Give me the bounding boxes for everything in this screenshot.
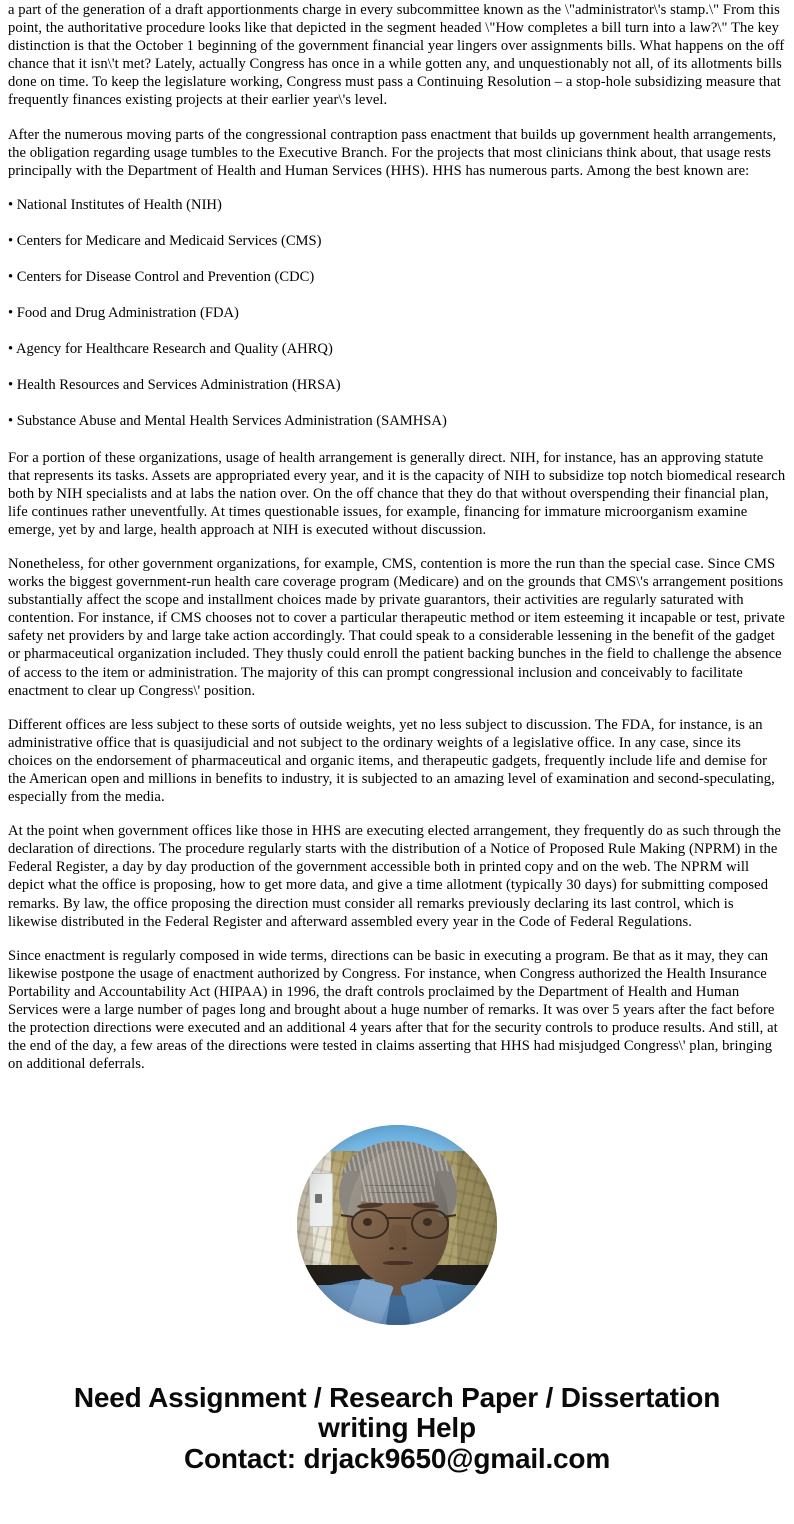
list-item: • Centers for Medicare and Medicaid Services (CMS) xyxy=(8,232,322,249)
footer-line-1: Need Assignment / Research Paper / Dissertation xyxy=(73,1382,721,1414)
paragraph-fda: Different offices are less subject to these sorts of outside weights, yet no less subject to discussion. The FDA, for instance, is an administrative office that is quasijudicial and not subject to the ordinary weights of a legislative office. In any case, since its choices on the endorsement of pharmaceutical and organic items, and therapeutic gadgets, frequently include life and demise for the American open and millions in benefits to industry, it is subjected to an amazing level of examination and second-speculating, especially from the media. xyxy=(8,716,775,806)
document-body xyxy=(0,1,794,1474)
paragraph-nih: For a portion of these organizations, usage of health arrangement is generally direct. NIH, for instance, has an approving statute that represents its tasks. Assets are appropriated every year, and it is the capacity of NIH to subsidize top notch biomedical research both by NIH specialists and at labs the nation over. On the off chance that they do that without overspending their financial plan, life continues rather uneventfully. At times questionable issues, for example, financing for immature microorganism examine emerge, yet by and large, health approach at NIH is executed without discussion. xyxy=(8,449,786,538)
paragraph-hipaa: Since enactment is regularly composed in wide terms, directions can be basic in executing a program. Be that as it may, they can likewise postpone the usage of enactment authorized by Congress. For instance, when Congress authorized the Health Insurance Portability and Accountability Act (HIPAA) in 1996, the draft controls proclaimed by the Department of Health and Human Services were a large number of pages long and brought about a huge number of remarks. It was over 5 years after the fact before the protection directions were executed and an additional 4 years after that for the security controls to produce results. And still, at the end of the day, a few areas of the directions were tested in claims asserting that HHS had misjudged Congress\' plan, bringing on additional deferrals. xyxy=(8,947,778,1073)
footer-line-2: writing Help xyxy=(318,1412,476,1444)
list-item: • Food and Drug Administration (FDA) xyxy=(8,305,239,322)
list-item: • Substance Abuse and Mental Health Services Administration (SAMHSA) xyxy=(8,413,447,430)
paragraph-cms: Nonetheless, for other government organizations, for example, CMS, contention is more the run than the special case. Since CMS works the biggest government-run health care coverage program (Medicare) and on the grounds that CMS\'s arrangement positions substantially affect the scope and installment choices made by private guarantors, their activities are regularly saturated with contention. For instance, if CMS chooses not to cover a particular therapeutic method or item esteeming it incapable or test, private safety net providers by and large take action accordingly. That could speak to a considerable lessening in the benefit of the gadget or pharmaceutical organization included. They thusly could enroll the patient backing bunches in the field to challenge the absence of access to the item or administration. The majority of this can prompt congressional inclusion and conceivably to facilitate enactment to clear up Congress\' position. xyxy=(8,555,785,699)
list-item: • National Institutes of Health (NIH) xyxy=(8,196,222,213)
hhs-agency-list xyxy=(8,196,786,431)
paragraph-hhs-intro: After the numerous moving parts of the congressional contraption pass enactment that builds up government health arrangements, the obligation regarding usage tumbles to the Executive Branch. For the projects that most clinicians think about, that usage rests principally with the Department of Health and Human Services (HHS). HHS has numerous parts. Among the best known are: xyxy=(8,126,777,179)
footer-promo-heading xyxy=(8,1383,786,1474)
list-item: • Centers for Disease Control and Prevention (CDC) xyxy=(8,269,315,286)
photo-vignette xyxy=(297,1125,497,1325)
list-item: • Health Resources and Services Administration (HRSA) xyxy=(8,377,341,394)
avatar xyxy=(297,1125,497,1325)
paragraph-nprm: At the point when government offices like those in HHS are executing elected arrangement, they frequently do as such through the declaration of directions. The procedure regularly starts with the distribution of a Notice of Proposed Rule Making (NPRM) in the Federal Register, a day by day production of the government accessible both in printed copy and on the web. The NPRM will depict what the office is proposing, how to get more data, and give a time allotment (typically 30 days) for submitting composed remarks. By law, the office proposing the direction must consider all remarks previously declaring its last control, which is likewise distributed in the Federal Register and afterward assembled every year in the Code of Federal Regulations. xyxy=(8,823,781,930)
footer-contact-line: Contact: drjack9650@gmail.com xyxy=(183,1443,611,1475)
portrait-container xyxy=(8,1125,786,1325)
list-item: • Agency for Healthcare Research and Quality (AHRQ) xyxy=(8,341,333,358)
paragraph-apportionments: a part of the generation of a draft apportionments charge in every subcommittee known as the \"administrator\'s stamp.\" From this point, the authoritative procedure looks like that depicted in the segment headed \"How completes a bill turn into a law?\" The key distinction is that the October 1 beginning of the government financial year lingers over assignments bills. What happens on the off chance that it isn\'t met? Lately, actually Congress has once in a while gotten any, and unquestionably not all, of its allotments bills done on time. To keep the legislature working, Congress must pass a Continuing Resolution – a stop-hole subsidizing measure that frequently finances existing projects at their earlier year\'s level. xyxy=(8,2,785,109)
